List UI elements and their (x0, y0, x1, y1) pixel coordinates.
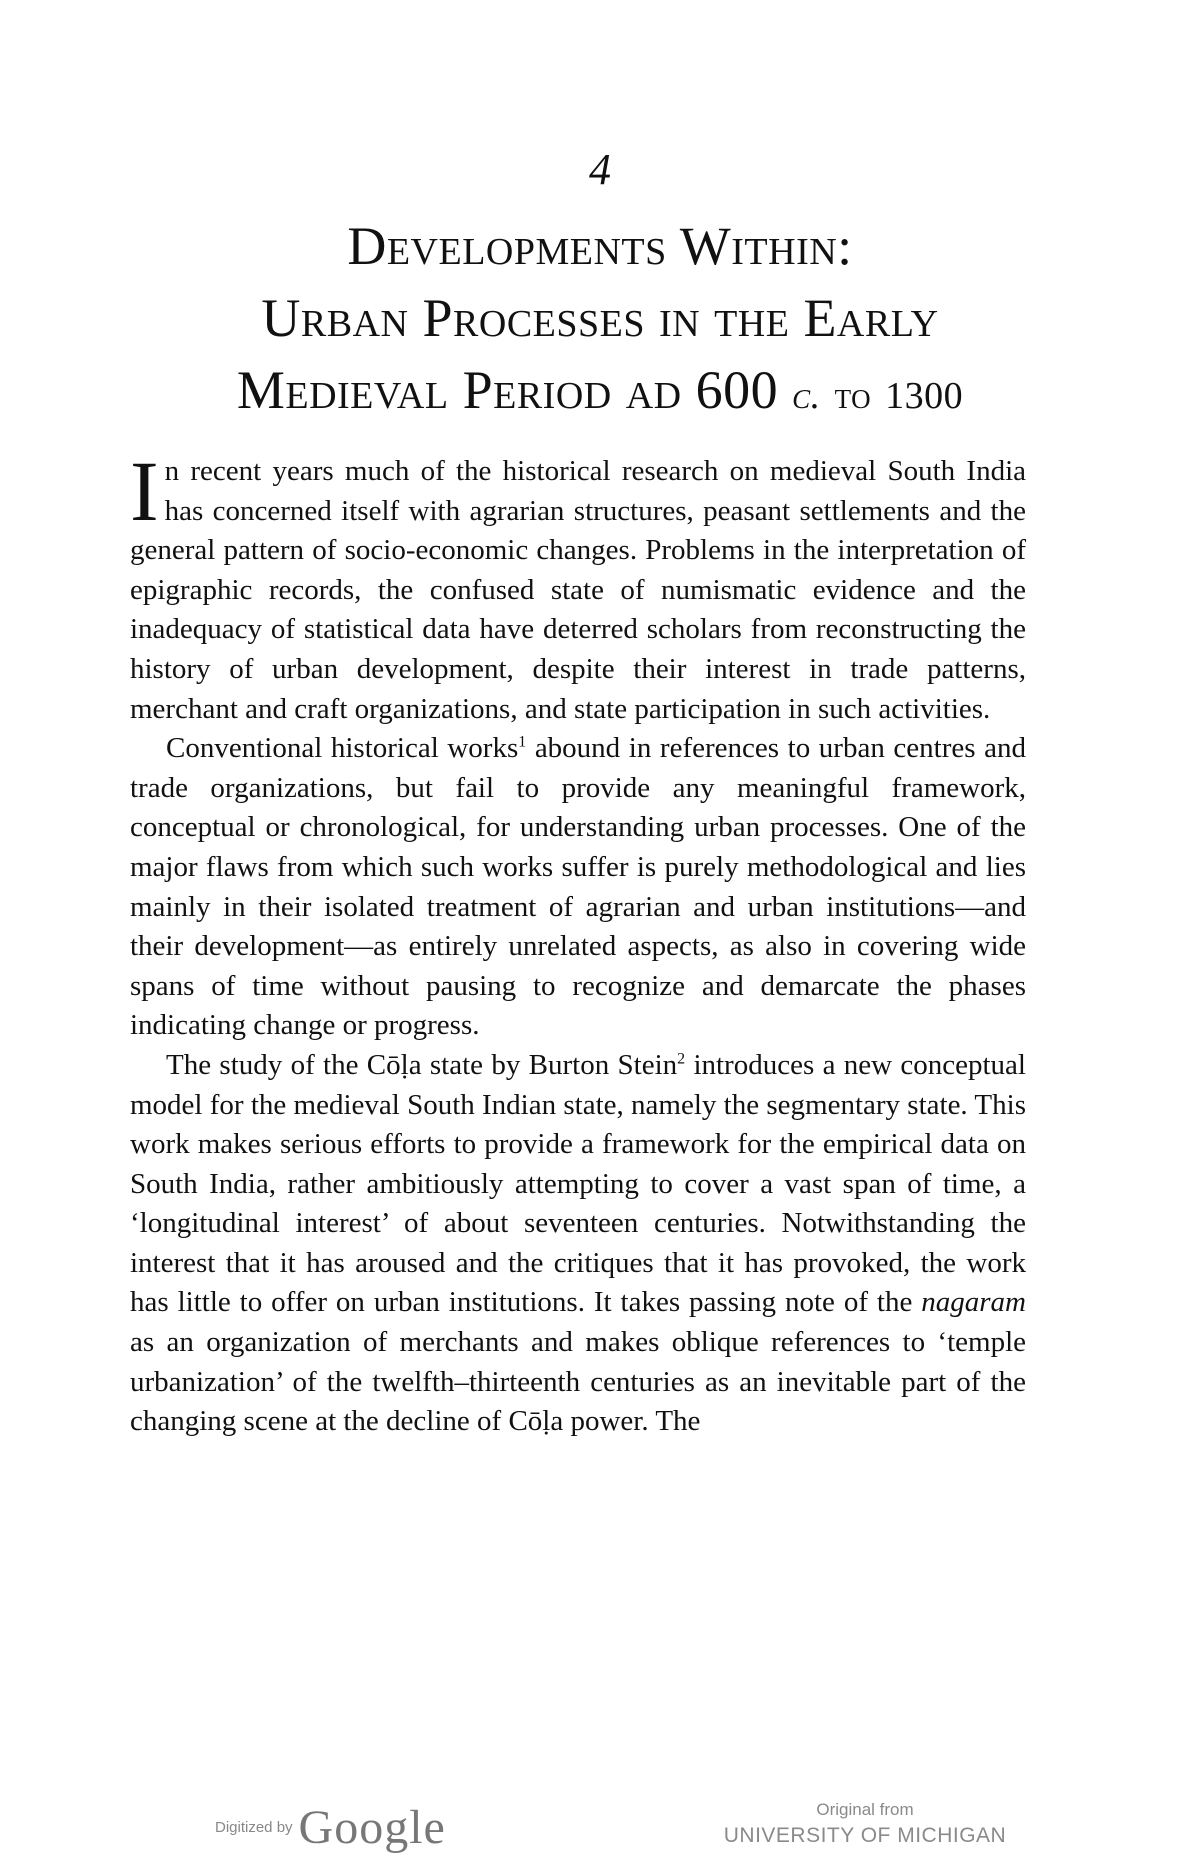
paragraph-3-italic-term: nagaram (921, 1286, 1026, 1319)
chapter-number: 4 (589, 145, 611, 194)
paragraph-3-text-c: as an organization of merchants and makes oblique references to ‘temple urbanization’ of the twelfth–thirteenth centuries as an inevitable part of the changing scene at the decline of Cōḷa power. The (130, 1326, 1026, 1438)
chapter-title-end-year: 1300 (885, 375, 964, 417)
footnote-ref-2[interactable]: 2 (677, 1050, 686, 1068)
paragraph-1 (130, 443, 1026, 729)
chapter-title-to: to (834, 375, 872, 417)
digitized-by-label: Digitized by (215, 1819, 293, 1836)
chapter-title-line-3 (0, 354, 1200, 432)
chapter-title-start-year: 600 (695, 360, 779, 420)
paragraph-2 (130, 729, 1026, 1046)
paragraph-2-text-a: Conventional historical works (166, 732, 519, 765)
paragraph-3-text-b: introduces a new conceptual model for the medieval South Indian state, namely the segmentary state. This work makes serious efforts to provide a framework for the empirical data on South India, rather ambitiously attempting to cover a vast span of time, a ‘longitudinal interest’ of about seventeen centuries. Notwithstanding the interest that it has aroused and the critiques that it has provoked, the work has little to offer on urban institutions. It takes passing note of the (130, 1048, 1026, 1319)
paragraph-1-text: n recent years much of the historical research on medieval South India has concerned itself with agrarian structures, peasant settlements and the general pattern of socio-economic changes. Problems in the interpretation of epigraphic records, the confused state of numismatic evidence and the inadequacy of statistical data have deterred scholars from reconstructing the history of urban development, despite their interest in trade patterns, merchant and craft organizations, and state participation in such activities. (130, 455, 1026, 725)
chapter-title-period: Medieval Period (236, 360, 612, 420)
chapter-title-ad: AD (625, 375, 682, 417)
drop-cap: I (130, 443, 159, 539)
paragraph-3-text-a: The study of the Cōḷa state by Burton Stein (166, 1048, 678, 1081)
chapter-title (0, 210, 1200, 432)
original-from (705, 1800, 1025, 1848)
paragraph-2-text-b: abound in references to urban centres and trade organizations, but fail to provide any meaningful framework, conceptual or chronological, for understanding urban processes. One of the major flaws from which such works suffer is purely methodological and lies mainly in their isolated treatment of agrarian and urban institutions—and their development—as entirely unrelated aspects, as also in covering wide spans of time without pausing to recognize and demarcate the phases indicating change or progress. (130, 732, 1026, 1042)
chapter-title-circa: c. (792, 375, 821, 417)
body-text (130, 443, 1026, 1442)
original-from-label: Original from (816, 1800, 914, 1819)
university-name: UNIVERSITY OF MICHIGAN (723, 1824, 1007, 1847)
google-logo: Google (298, 1801, 446, 1854)
footnote-ref-1[interactable]: 1 (518, 733, 527, 751)
chapter-title-line-2: Urban Processes in the Early (261, 288, 939, 348)
digitized-by-google (215, 1800, 446, 1855)
paragraph-3 (130, 1046, 1026, 1442)
chapter-title-line-1: Developments Within: (347, 216, 853, 276)
